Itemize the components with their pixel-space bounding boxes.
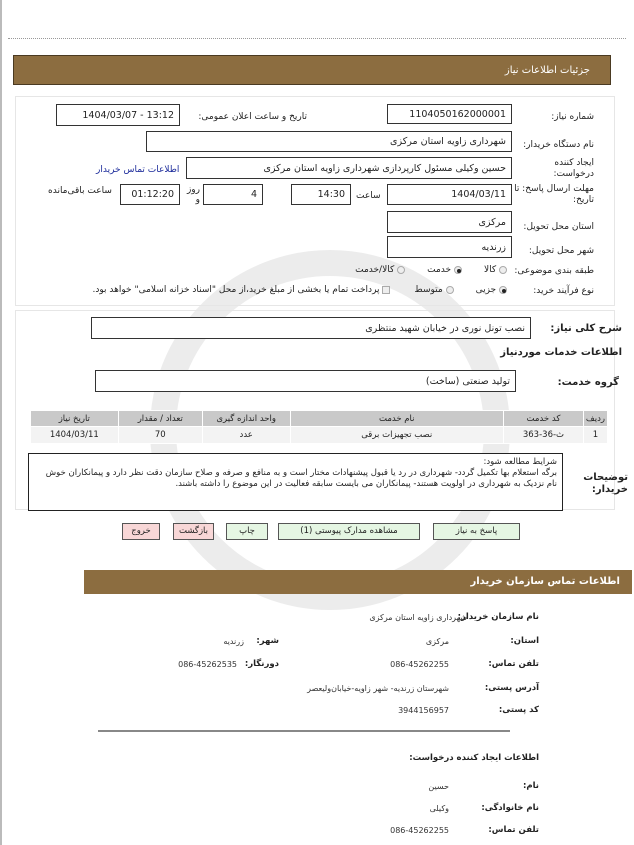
contact-city-label: شهر: <box>256 636 279 646</box>
top-divider <box>8 38 626 39</box>
col-service-name: نام خدمت <box>290 411 504 427</box>
cell-quantity: 70 <box>118 427 202 444</box>
creator-label: ایجاد کننده درخواست: <box>553 158 594 179</box>
treasury-checkbox[interactable] <box>382 286 390 294</box>
creator-info-heading: اطلاعات ایجاد کننده درخواست: <box>409 753 539 763</box>
category-option-goods-service[interactable]: کالا/خدمت <box>355 265 405 275</box>
category-radio-group <box>355 265 507 275</box>
province-field: مرکزی <box>387 211 512 233</box>
process-option-minor[interactable]: جزیی <box>476 285 507 295</box>
need-number-label: شماره نیاز: <box>551 112 594 122</box>
cell-service-name: نصب تجهیزات برقی <box>290 427 504 444</box>
process-label: نوع فرآیند خرید: <box>533 286 594 296</box>
creator-family-value: وکیلی <box>429 804 449 813</box>
days-label: روز و <box>186 185 200 205</box>
process-radio-group <box>93 285 507 295</box>
buyer-notes-box <box>28 453 563 511</box>
radio-goods-service[interactable] <box>397 266 405 274</box>
org-name-value: شهرداری زاویه استان مرکزی <box>369 613 467 622</box>
page-title: جزئیات اطلاعات نیاز <box>504 65 590 76</box>
general-desc-field: نصب تونل نوری در خیابان شهید منتظری <box>91 317 531 339</box>
contact-fax-label: دورنگار: <box>244 659 279 669</box>
creator-name-value: حسین <box>428 782 449 791</box>
col-row-number: ردیف <box>583 411 607 427</box>
service-group-field: تولید صنعتی (ساخت) <box>95 370 516 392</box>
contact-phone-label: تلفن تماس: <box>488 659 539 669</box>
radio-minor[interactable] <box>499 286 507 294</box>
category-option-goods[interactable]: کالا <box>484 265 507 275</box>
col-quantity: تعداد / مقدار <box>118 411 202 427</box>
creator-name-label: نام: <box>522 781 539 791</box>
services-table <box>30 410 608 444</box>
contact-city-value: زرندیه <box>223 637 244 646</box>
days-field: 4 <box>203 184 263 205</box>
col-service-code: کد خدمت <box>504 411 584 427</box>
radio-service[interactable] <box>454 266 462 274</box>
deadline-time-label: ساعت <box>356 191 381 201</box>
creator-family-label: نام خانوادگی: <box>481 803 539 813</box>
notes-text: برگه استعلام بها تکمیل گردد- شهرداری در رد یا قبول پیشنهادات مختار است و به منافع و صرفه و صلاح سازمان دقت نظر دارد و پیمانکاران خوش نام نزدیک به شهرداری در اولویت هستند- پیمانکاران می بایست سابقه فعالیت در این موضوع را داشته باشند. <box>45 468 557 489</box>
postal-code-value: 3944156957 <box>398 706 449 715</box>
back-button[interactable]: بازگشت <box>173 523 214 540</box>
cell-unit: عدد <box>202 427 290 444</box>
deadline-time-field: 14:30 <box>291 184 351 205</box>
treasury-option[interactable]: پرداخت تمام یا بخشی از مبلغ خرید،از محل "اسناد خزانه اسلامی" خواهد بود. <box>93 285 391 295</box>
contact-section-header <box>84 570 632 594</box>
table-header-row <box>31 411 608 427</box>
reply-button[interactable]: پاسخ به نیاز <box>433 523 520 540</box>
general-desc-label: شرح کلی نیاز: <box>550 323 622 334</box>
province-label: استان محل تحویل: <box>523 222 594 232</box>
remaining-label: ساعت باقی‌مانده <box>48 186 112 196</box>
deadline-label: مهلت ارسال پاسخ: تا تاریخ: <box>514 184 594 205</box>
table-row <box>31 427 608 444</box>
creator-field: حسین وکیلی مسئول کارپردازی شهرداری زاویه استان مرکزی <box>186 157 512 179</box>
radio-medium[interactable] <box>446 286 454 294</box>
creator-phone-value: 086-45262255 <box>390 826 449 835</box>
process-option-medium[interactable]: متوسط <box>414 285 453 295</box>
buyer-notes-label: توضیحات خریدار: <box>583 472 628 495</box>
contact-section-title: اطلاعات تماس سازمان خریدار <box>470 576 620 587</box>
page-header <box>13 55 611 85</box>
cell-need-date: 1404/03/11 <box>31 427 119 444</box>
col-need-date: تاریخ نیاز <box>31 411 119 427</box>
category-option-service[interactable]: خدمت <box>427 265 462 275</box>
creator-phone-label: تلفن تماس: <box>488 825 539 835</box>
contact-fax-value: 086-45262535 <box>178 660 237 669</box>
address-value: شهرستان زرندیه- شهر زاویه-خیابان‌ولیعصر <box>307 684 449 693</box>
exit-button[interactable]: خروج <box>122 523 160 540</box>
address-label: آدرس پستی: <box>484 683 539 693</box>
announce-label: تاریخ و ساعت اعلان عمومی: <box>198 112 307 122</box>
buyer-contact-link[interactable]: اطلاعات تماس خریدار <box>96 165 180 175</box>
buyer-label: نام دستگاه خریدار: <box>523 140 594 150</box>
remaining-time-field: 01:12:20 <box>120 184 180 205</box>
notes-heading: شرایط مطالعه شود: <box>483 457 557 467</box>
buyer-field: شهرداری زاویه استان مرکزی <box>146 131 512 152</box>
col-unit: واحد اندازه گیری <box>202 411 290 427</box>
contact-province-label: استان: <box>510 636 539 646</box>
service-group-label: گروه خدمت: <box>557 377 619 388</box>
contact-province-value: مرکزی <box>425 637 449 646</box>
deadline-date-field: 1404/03/11 <box>387 184 512 205</box>
org-name-label: نام سازمان خریدار: <box>457 612 539 622</box>
services-heading: اطلاعات خدمات موردنیاز <box>500 347 622 358</box>
print-button[interactable]: چاپ <box>226 523 268 540</box>
left-border <box>0 0 2 845</box>
need-number-field: 1104050162000001 <box>387 104 512 124</box>
contact-phone-value: 086-45262255 <box>390 660 449 669</box>
category-label: طبقه بندی موضوعی: <box>514 266 594 276</box>
postal-code-label: کد پستی: <box>498 705 539 715</box>
radio-goods[interactable] <box>499 266 507 274</box>
city-field: زرندیه <box>387 236 512 258</box>
view-attachments-button[interactable]: مشاهده مدارک پیوستی (1) <box>278 523 420 540</box>
section-divider <box>98 730 510 732</box>
announce-field: 1404/03/07 - 13:12 <box>56 104 180 126</box>
cell-service-code: ث-36-363 <box>504 427 584 444</box>
city-label: شهر محل تحویل: <box>528 246 594 256</box>
cell-row-number: 1 <box>583 427 607 444</box>
